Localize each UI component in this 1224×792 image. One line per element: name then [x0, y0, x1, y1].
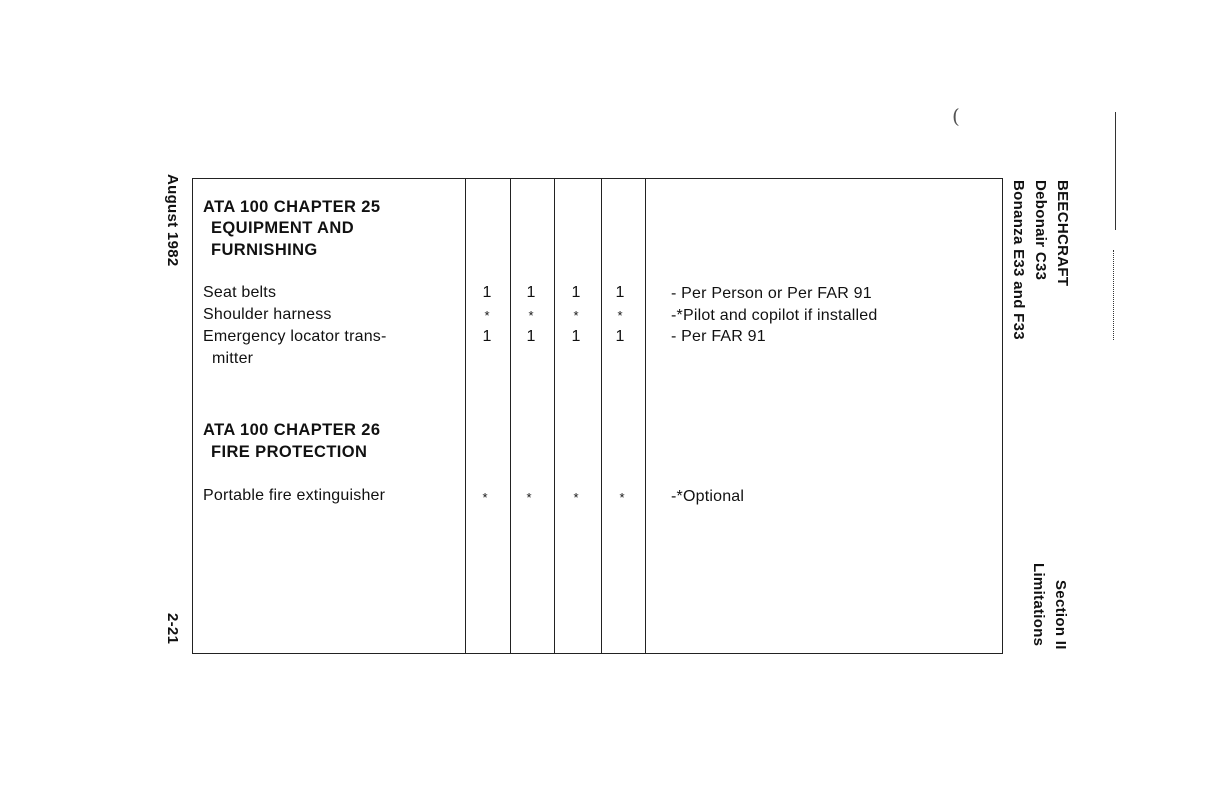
chapter-25-subtitle-line1: EQUIPMENT AND: [211, 219, 355, 237]
item-shoulder-harness: Shoulder harness: [203, 306, 332, 323]
model-name-2: Bonanza E33 and F33: [1010, 180, 1027, 340]
qty-col1: 1: [482, 284, 492, 301]
chapter-25-subtitle-line2: FURNISHING: [211, 241, 318, 259]
remark-seat-belts: - Per Person or Per FAR 91: [671, 285, 872, 302]
item-seat-belts: Seat belts: [203, 284, 277, 301]
chapter-25-title: ATA 100 CHAPTER 25: [203, 198, 381, 216]
qty-col3: *: [573, 490, 579, 505]
column-divider: [554, 178, 555, 654]
qty-col4: *: [617, 308, 623, 323]
section-title: Limitations: [1030, 563, 1047, 647]
qty-col4: 1: [615, 284, 625, 301]
qty-col1: 1: [482, 328, 492, 345]
qty-col1: *: [484, 308, 490, 323]
qty-col3: *: [573, 308, 579, 323]
qty-col3: 1: [571, 328, 581, 345]
qty-col4: *: [619, 490, 625, 505]
remark-shoulder-harness: -*Pilot and copilot if installed: [671, 307, 878, 324]
column-divider: [645, 178, 646, 654]
remark-emergency-locator: - Per FAR 91: [671, 328, 766, 345]
section-number: Section II: [1052, 580, 1069, 650]
column-divider: [510, 178, 511, 654]
column-divider: [465, 178, 466, 654]
chapter-26-title: ATA 100 CHAPTER 26: [203, 421, 381, 439]
manufacturer-name: BEECHCRAFT: [1054, 180, 1071, 287]
qty-col4: 1: [615, 328, 625, 345]
scan-margin-line: [1113, 250, 1114, 340]
qty-col2: *: [526, 490, 532, 505]
item-emergency-locator-cont: mitter: [212, 350, 254, 367]
qty-col3: 1: [571, 284, 581, 301]
revision-date: August 1982: [164, 174, 181, 267]
model-name-1: Debonair C33: [1032, 180, 1049, 281]
item-fire-extinguisher: Portable fire extinguisher: [203, 487, 386, 504]
qty-col2: *: [528, 308, 534, 323]
scan-margin-line: [1115, 112, 1116, 230]
qty-col2: 1: [526, 328, 536, 345]
page-number: 2-21: [164, 613, 181, 645]
scan-mark: (: [952, 104, 960, 128]
item-emergency-locator: Emergency locator trans-: [203, 328, 387, 345]
remark-fire-extinguisher: -*Optional: [671, 488, 745, 505]
column-divider: [601, 178, 602, 654]
chapter-26-subtitle: FIRE PROTECTION: [211, 443, 368, 461]
qty-col1: *: [482, 490, 488, 505]
qty-col2: 1: [526, 284, 536, 301]
